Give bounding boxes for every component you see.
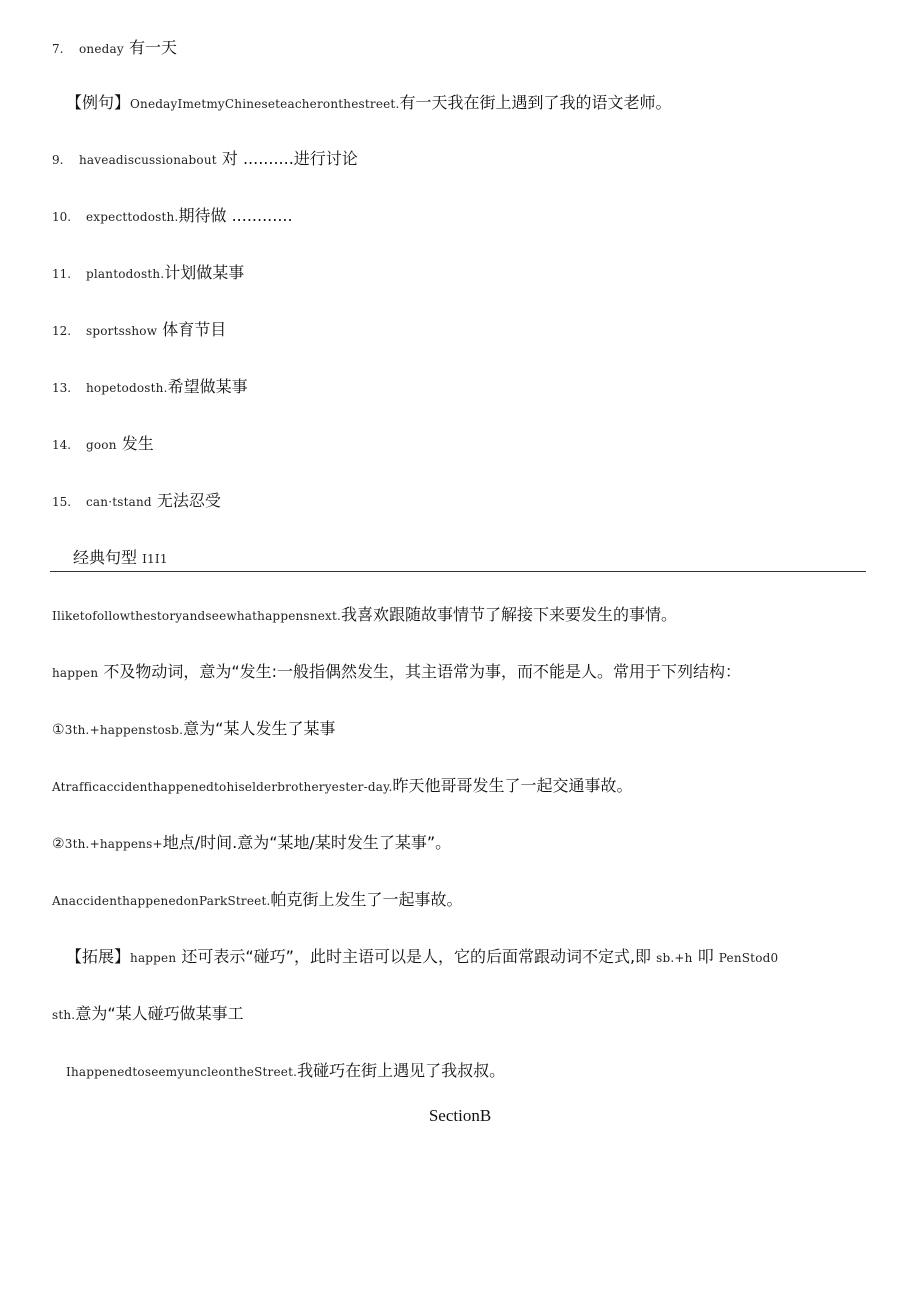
structure-2-meaning: 地点/时间.意为“某地/某时发生了某事”。: [162, 833, 452, 852]
extension-pattern-cont: PenStod0: [718, 951, 779, 965]
section-heading-mark: I1I1: [142, 552, 168, 566]
section-heading-title: 经典句型: [73, 548, 138, 567]
item-chinese: 体育节目: [162, 320, 227, 339]
happen-definition: 不及物动词，意为“发生:一般指偶然发生，其主语常为事，而不能是人。常用于下列结构：: [103, 662, 742, 681]
example-4-english: IhappenedtoseemyuncleontheStreet.: [66, 1065, 298, 1079]
section-heading: [73, 548, 168, 569]
item-english: can·tstand: [86, 495, 152, 509]
extension-pattern: sb.+h: [656, 951, 693, 965]
extension-tag: 【拓展】: [66, 947, 131, 966]
item-number: 9.: [52, 153, 64, 167]
item-english: goon: [86, 438, 117, 452]
example-sentence-3: [52, 890, 463, 911]
key-sentence-english: Iliketofollowthestoryandseewhathappensnext.: [52, 609, 342, 623]
structure-2-pattern: 3th.+happens+: [64, 837, 163, 851]
extension-cont-chinese: 意为“某人碰巧做某事工: [75, 1004, 244, 1023]
item-english: plantodosth.: [86, 267, 165, 281]
vocab-item-15: [52, 491, 221, 512]
item-chinese: 希望做某事: [167, 377, 248, 396]
example-sentence-4: [66, 1061, 505, 1082]
extension-note: [66, 947, 778, 968]
item-english: expecttodosth.: [86, 210, 179, 224]
vocab-item-7: [52, 38, 177, 59]
structure-1: [52, 719, 335, 740]
section-divider: [50, 571, 866, 572]
vocab-item-13: [52, 377, 248, 398]
section-b-heading: SectionB: [428, 1106, 492, 1125]
example-4-chinese: 我碰巧在街上遇见了我叔叔。: [297, 1061, 506, 1080]
extension-continuation: [52, 1004, 244, 1025]
vocab-item-9: [52, 149, 358, 170]
example-2-english: Atrafficaccidenthappenedtohiselderbrotheryester-day.: [52, 780, 393, 794]
structure-2: [52, 833, 451, 854]
item-chinese: 计划做某事: [164, 263, 245, 282]
item-chinese: 期待做 ............: [178, 206, 293, 225]
item-number: 11.: [52, 267, 72, 281]
example-sentence-1: [66, 93, 671, 114]
extension-cont-english: sth.: [52, 1008, 76, 1022]
happen-explanation: [52, 662, 741, 683]
structure-1-meaning: 意为“某人发生了某事: [183, 719, 336, 738]
item-chinese: 对 ..........进行讨论: [221, 149, 358, 168]
item-number: 15.: [52, 495, 72, 509]
example-english: OnedayImetmyChineseteacheronthestreet.: [130, 97, 400, 111]
extension-text: 还可表示“碰巧”，此时主语可以是人，它的后面常跟动词不定式,即: [181, 947, 652, 966]
example-sentence-2: [52, 776, 633, 797]
structure-1-mark: ①: [52, 722, 65, 738]
item-number: 12.: [52, 324, 72, 338]
example-tag: 【例句】: [66, 93, 131, 112]
item-english: oneday: [79, 42, 124, 56]
vocab-item-14: [52, 434, 154, 455]
item-number: 10.: [52, 210, 72, 224]
key-sentence: [52, 605, 677, 626]
example-2-chinese: 昨天他哥哥发生了一起交通事故。: [392, 776, 633, 795]
vocab-item-11: [52, 263, 244, 284]
item-english: sportsshow: [86, 324, 158, 338]
item-number: 14.: [52, 438, 72, 452]
extension-word: happen: [130, 951, 177, 965]
item-english: haveadiscussionabout: [79, 153, 217, 167]
item-number: 7.: [52, 42, 64, 56]
vocab-item-10: [52, 206, 293, 227]
item-chinese: 发生: [121, 434, 154, 453]
vocab-item-12: [52, 320, 226, 341]
item-number: 13.: [52, 381, 72, 395]
structure-1-pattern: 3th.+happenstosb.: [64, 723, 184, 737]
item-chinese: 有一天: [128, 38, 177, 57]
item-english: hopetodosth.: [86, 381, 168, 395]
item-chinese: 无法忍受: [156, 491, 221, 510]
example-3-english: AnaccidenthappenedonParkStreet.: [52, 894, 271, 908]
example-chinese: 有一天我在街上遇到了我的语文老师。: [399, 93, 672, 112]
example-3-chinese: 帕克街上发生了一起事故。: [270, 890, 463, 909]
key-sentence-chinese: 我喜欢跟随故事情节了解接下来要发生的事情。: [341, 605, 678, 624]
structure-2-mark: ②: [52, 836, 65, 852]
happen-word: happen: [52, 666, 99, 680]
extension-char: 叩: [697, 947, 714, 966]
